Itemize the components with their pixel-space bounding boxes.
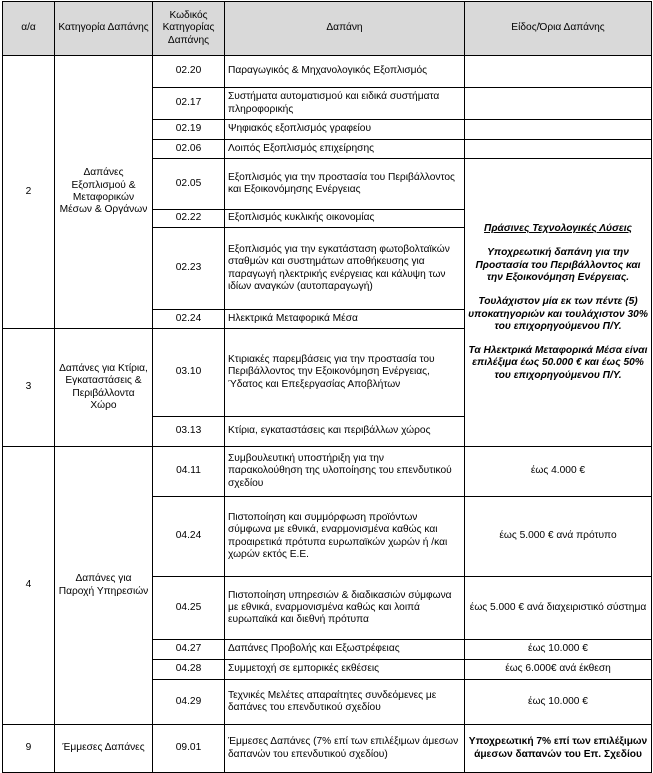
green-solutions-note <box>465 159 652 447</box>
row-code: 03.13 <box>153 417 225 447</box>
row-code: 02.19 <box>153 120 225 140</box>
row-type <box>465 120 652 140</box>
note-paragraph: Τουλάχιστον μία εκ των πέντε (5) υποκατηγοριών και τουλάχιστον 30% του επιχορηγούμενου Π/Υ. <box>468 296 648 332</box>
row-expense: Πιστοποίηση και συμμόρφωση προϊόντων σύμφωνα με εθνικά, εναρμονισμένα καθώς και προαιρετικά πρότυπα ευρωπαϊκών χωρών ή /και χωρών εκτός Ε.Ε. <box>225 497 465 577</box>
row-code: 04.25 <box>153 577 225 640</box>
row-type <box>465 140 652 159</box>
header-code: Κωδικός Κατηγορίας Δαπάνης <box>153 2 225 56</box>
row-code: 04.27 <box>153 640 225 660</box>
row-code: 04.24 <box>153 497 225 577</box>
row-type <box>465 56 652 88</box>
row-expense: Συμβουλευτική υποστήριξη για την παρακολούθηση της υλοποίησης του επενδυτικού σχεδίου <box>225 447 465 497</box>
row-code: 02.06 <box>153 140 225 159</box>
row-code: 04.11 <box>153 447 225 497</box>
row-type: Υποχρεωτική 7% επί των επιλέξιμων άμεσων δαπανών του Επ. Σχεδίου <box>465 725 652 773</box>
row-code: 02.24 <box>153 310 225 329</box>
row-type: έως 10.000 € <box>465 680 652 725</box>
row-expense: Πιστοποίηση υπηρεσιών & διαδικασιών σύμφωνα με εθνικά, εναρμονισμένα καθώς και λοιπά ευρωπαϊκά και διεθνή πρότυπα <box>225 577 465 640</box>
group-category: Δαπάνες για Παροχή Υπηρεσιών <box>55 447 153 725</box>
row-expense: Εξοπλισμός για την εγκατάσταση φωτοβολταϊκών σταθμών και συστημάτων αποθήκευσης για παραγωγή ηλεκτρικής ενέργειας και κάλυψη των ιδίων αναγκών (αυτοπαραγωγή) <box>225 228 465 310</box>
expense-table <box>2 1 652 773</box>
row-expense: Εξοπλισμός κυκλικής οικονομίας <box>225 210 465 228</box>
row-expense: Συμμετοχή σε εμπορικές εκθέσεις <box>225 660 465 680</box>
group-category: Έμμεσες Δαπάνες <box>55 725 153 773</box>
group-aa: 3 <box>3 329 55 447</box>
row-expense: Κτιριακές παρεμβάσεις για την προστασία του Περιβάλλοντος την Εξοικονόμηση Ενέργειας, Ύδατος και Επεξεργασίας Αποβλήτων <box>225 329 465 417</box>
note-title: Πράσινες Τεχνολογικές Λύσεις <box>484 223 632 235</box>
header-category: Κατηγορία Δαπάνης <box>55 2 153 56</box>
row-type: έως 4.000 € <box>465 447 652 497</box>
group-aa: 2 <box>3 56 55 329</box>
row-expense: Έμμεσες Δαπάνες (7% επί των επιλέξιμων άμεσων δαπανών του επενδυτικού σχεδίου) <box>225 725 465 773</box>
row-expense: Παραγωγικός & Μηχανολογικός Εξοπλισμός <box>225 56 465 88</box>
row-expense: Κτίρια, εγκαταστάσεις και περιβάλλων χώρος <box>225 417 465 447</box>
header-expense: Δαπάνη <box>225 2 465 56</box>
group-aa: 9 <box>3 725 55 773</box>
row-expense: Λοιπός Εξοπλισμός επιχείρησης <box>225 140 465 159</box>
row-type: έως 5.000 € ανά πρότυπο <box>465 497 652 577</box>
row-code: 02.23 <box>153 228 225 310</box>
header-row <box>3 2 652 56</box>
row-code: 09.01 <box>153 725 225 773</box>
row-type <box>465 88 652 120</box>
row-code: 03.10 <box>153 329 225 417</box>
row-code: 02.05 <box>153 159 225 210</box>
row-expense: Συστήματα αυτοματισμού και ειδικά συστήματα πληροφορικής <box>225 88 465 120</box>
row-code: 04.28 <box>153 660 225 680</box>
note-paragraph: Τα Ηλεκτρικά Μεταφορικά Μέσα είναι επιλέξιμα έως 50.000 € και έως 50% του επιχορηγούμενου Π/Υ. <box>468 345 648 381</box>
row-expense: Δαπάνες Προβολής και Εξωστρέφειας <box>225 640 465 660</box>
group-aa: 4 <box>3 447 55 725</box>
table-row <box>3 56 652 88</box>
row-code: 04.29 <box>153 680 225 725</box>
table-row <box>3 725 652 773</box>
table-row <box>3 447 652 497</box>
row-type: έως 6.000€ ανά έκθεση <box>465 660 652 680</box>
row-expense: Ψηφιακός εξοπλισμός γραφείου <box>225 120 465 140</box>
row-code: 02.22 <box>153 210 225 228</box>
row-type: έως 5.000 € ανά διαχειριστικό σύστημα <box>465 577 652 640</box>
row-type: έως 10.000 € <box>465 640 652 660</box>
row-expense: Ηλεκτρικά Μεταφορικά Μέσα <box>225 310 465 329</box>
row-expense: Τεχνικές Μελέτες απαραίτητες συνδεόμενες με δαπάνες του επενδυτικού σχεδίου <box>225 680 465 725</box>
row-code: 02.17 <box>153 88 225 120</box>
row-expense: Εξοπλισμός για την προστασία του Περιβάλλοντος και Εξοικονόμησης Ενέργειας <box>225 159 465 210</box>
note-paragraph: Υποχρεωτική δαπάνη για την Προστασία του Περιβάλλοντος και την Εξοικονόμηση Ενέργειας. <box>475 247 641 283</box>
group-category: Δαπάνες για Κτίρια, Εγκαταστάσεις & Περιβάλλοντα Χώρο <box>55 329 153 447</box>
header-type: Είδος/Όρια Δαπάνης <box>465 2 652 56</box>
row-code: 02.20 <box>153 56 225 88</box>
group-category: Δαπάνες Εξοπλισμού & Μεταφορικών Μέσων & Οργάνων <box>55 56 153 329</box>
header-aa: α/α <box>3 2 55 56</box>
